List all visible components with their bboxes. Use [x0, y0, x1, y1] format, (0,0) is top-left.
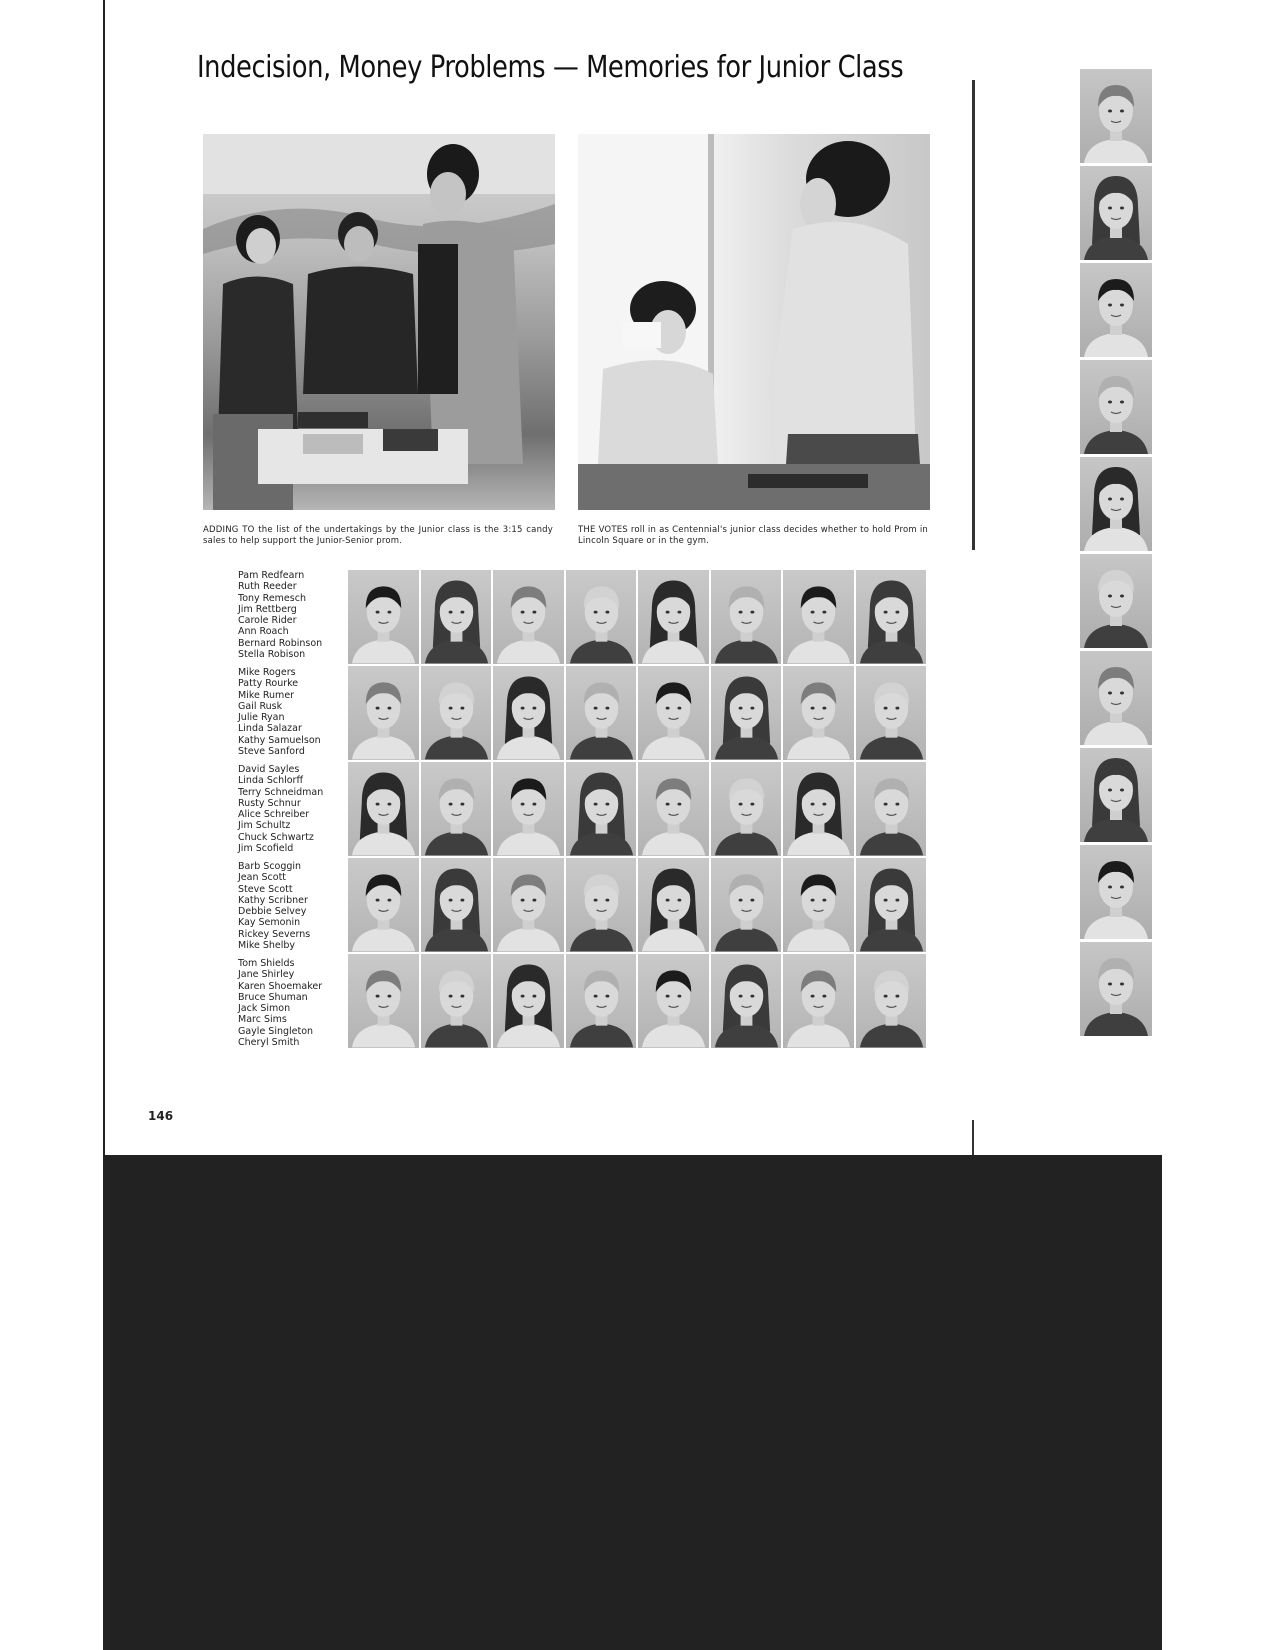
- name-group-row-1: [238, 570, 338, 660]
- student-name: Linda Salazar: [238, 723, 302, 735]
- portrait-row: [348, 666, 928, 760]
- student-portrait: [566, 762, 637, 856]
- student-name: Jim Schultz: [238, 820, 291, 832]
- student-name: Steve Scott: [238, 883, 293, 895]
- student-portrait: [566, 858, 637, 952]
- student-name: Gayle Singleton: [238, 1025, 314, 1037]
- name-group-row-4: [238, 861, 338, 951]
- student-portrait: [493, 954, 564, 1048]
- student-name: Mike Rogers: [238, 667, 296, 678]
- student-portrait: [711, 954, 782, 1048]
- student-portrait: [493, 858, 564, 952]
- student-portrait: [711, 570, 782, 664]
- student-name: Ann Roach: [238, 626, 289, 638]
- name-group-row-5: [238, 958, 338, 1048]
- page-fold-line-lower: [972, 1120, 974, 1155]
- student-name: Julie Ryan: [238, 712, 285, 724]
- student-portrait: [421, 954, 492, 1048]
- student-name: Barb Scoggin: [238, 861, 302, 872]
- student-portrait: [348, 858, 419, 952]
- student-name: Mike Rumer: [238, 689, 295, 701]
- student-portrait: [421, 858, 492, 952]
- student-name: Jack Simon: [238, 1003, 291, 1015]
- facing-page-portrait: [1080, 69, 1152, 163]
- student-name: Mike Shelby: [238, 940, 296, 952]
- facing-page-portrait: [1080, 845, 1152, 939]
- student-name: Debbie Selvey: [238, 906, 307, 918]
- votes-photo: [578, 134, 930, 510]
- student-name: Bernard Robinson: [238, 637, 323, 649]
- student-name: Chuck Schwartz: [238, 831, 314, 843]
- student-portrait: [348, 762, 419, 856]
- student-name: Tony Remesch: [238, 592, 306, 604]
- candy-sales-caption: ADDING TO the list of the undertakings by the Junior class is the 3:15 candy sales to help support the Junior-Senior prom.: [203, 525, 553, 546]
- student-portrait: [638, 570, 709, 664]
- student-name: Jim Rettberg: [238, 603, 297, 615]
- student-portrait: [566, 954, 637, 1048]
- student-name: Cheryl Smith: [238, 1037, 300, 1049]
- student-name: Jim Scofield: [238, 843, 294, 855]
- page-number: 146: [148, 1109, 174, 1123]
- student-portrait: [711, 762, 782, 856]
- portrait-row: [348, 570, 928, 664]
- page-title: Indecision, Money Problems — Memories for Junior Class: [197, 50, 904, 85]
- student-name: Rickey Severns: [238, 928, 311, 940]
- student-portrait: [856, 762, 927, 856]
- name-group-row-3: [238, 764, 338, 854]
- student-name: Kathy Scribner: [238, 894, 308, 906]
- facing-page-portrait: [1080, 748, 1152, 842]
- student-portrait: [348, 954, 419, 1048]
- student-portrait: [638, 762, 709, 856]
- student-name: Patty Rourke: [238, 678, 299, 690]
- student-name: Pam Redfearn: [238, 570, 305, 581]
- student-portrait: [421, 666, 492, 760]
- student-portrait: [856, 570, 927, 664]
- student-name: Marc Sims: [238, 1014, 287, 1026]
- student-portrait: [783, 666, 854, 760]
- student-name: Jane Shirley: [238, 969, 295, 981]
- student-portrait: [638, 666, 709, 760]
- facing-page-portrait: [1080, 166, 1152, 260]
- candy-sales-photo: [203, 134, 555, 510]
- student-portrait: [421, 762, 492, 856]
- student-portrait: [348, 570, 419, 664]
- student-portrait: [421, 570, 492, 664]
- student-portrait: [638, 954, 709, 1048]
- student-name: Gail Rusk: [238, 700, 283, 712]
- student-portrait: [493, 762, 564, 856]
- portrait-grid: [348, 570, 928, 1050]
- student-name: Tom Shields: [238, 958, 295, 969]
- portrait-row: [348, 762, 928, 856]
- student-portrait: [566, 666, 637, 760]
- student-portrait: [783, 570, 854, 664]
- facing-page-portrait: [1080, 457, 1152, 551]
- student-name: Kathy Samuelson: [238, 734, 321, 746]
- portrait-row: [348, 858, 928, 952]
- student-portrait: [348, 666, 419, 760]
- student-name: Bruce Shuman: [238, 991, 308, 1003]
- student-portrait: [711, 858, 782, 952]
- student-portrait: [856, 666, 927, 760]
- student-portrait: [493, 666, 564, 760]
- student-name: Terry Schneidman: [238, 786, 324, 798]
- page-fold-line: [972, 80, 975, 550]
- student-portrait: [493, 570, 564, 664]
- student-name: Carole Rider: [238, 615, 297, 627]
- student-name: Rusty Schnur: [238, 797, 301, 809]
- student-name: Kay Semonin: [238, 917, 301, 929]
- facing-page-portrait: [1080, 554, 1152, 648]
- student-name: Alice Schreiber: [238, 809, 310, 821]
- student-name: Linda Schlorff: [238, 775, 304, 787]
- student-name: David Sayles: [238, 764, 300, 775]
- student-portrait: [783, 954, 854, 1048]
- student-portrait: [856, 954, 927, 1048]
- student-portrait: [783, 762, 854, 856]
- portrait-row: [348, 954, 928, 1048]
- facing-page-portrait: [1080, 263, 1152, 357]
- scan-background-area: [103, 1155, 1162, 1650]
- student-portrait: [856, 858, 927, 952]
- student-name: Stella Robison: [238, 649, 306, 661]
- student-portrait: [783, 858, 854, 952]
- facing-page-portrait: [1080, 360, 1152, 454]
- student-name: Karen Shoemaker: [238, 980, 323, 992]
- votes-caption: THE VOTES roll in as Centennial's junior class decides whether to hold Prom in Lincoln Square or in the gym.: [578, 525, 928, 546]
- student-portrait: [638, 858, 709, 952]
- name-group-row-2: [238, 667, 338, 757]
- facing-page-portrait: [1080, 651, 1152, 745]
- student-portrait: [566, 570, 637, 664]
- facing-page-portrait-strip: [1080, 69, 1162, 1039]
- student-name: Jean Scott: [238, 872, 287, 884]
- student-name: Steve Sanford: [238, 746, 305, 758]
- student-name: Ruth Reeder: [238, 581, 297, 593]
- student-portrait: [711, 666, 782, 760]
- facing-page-portrait: [1080, 942, 1152, 1036]
